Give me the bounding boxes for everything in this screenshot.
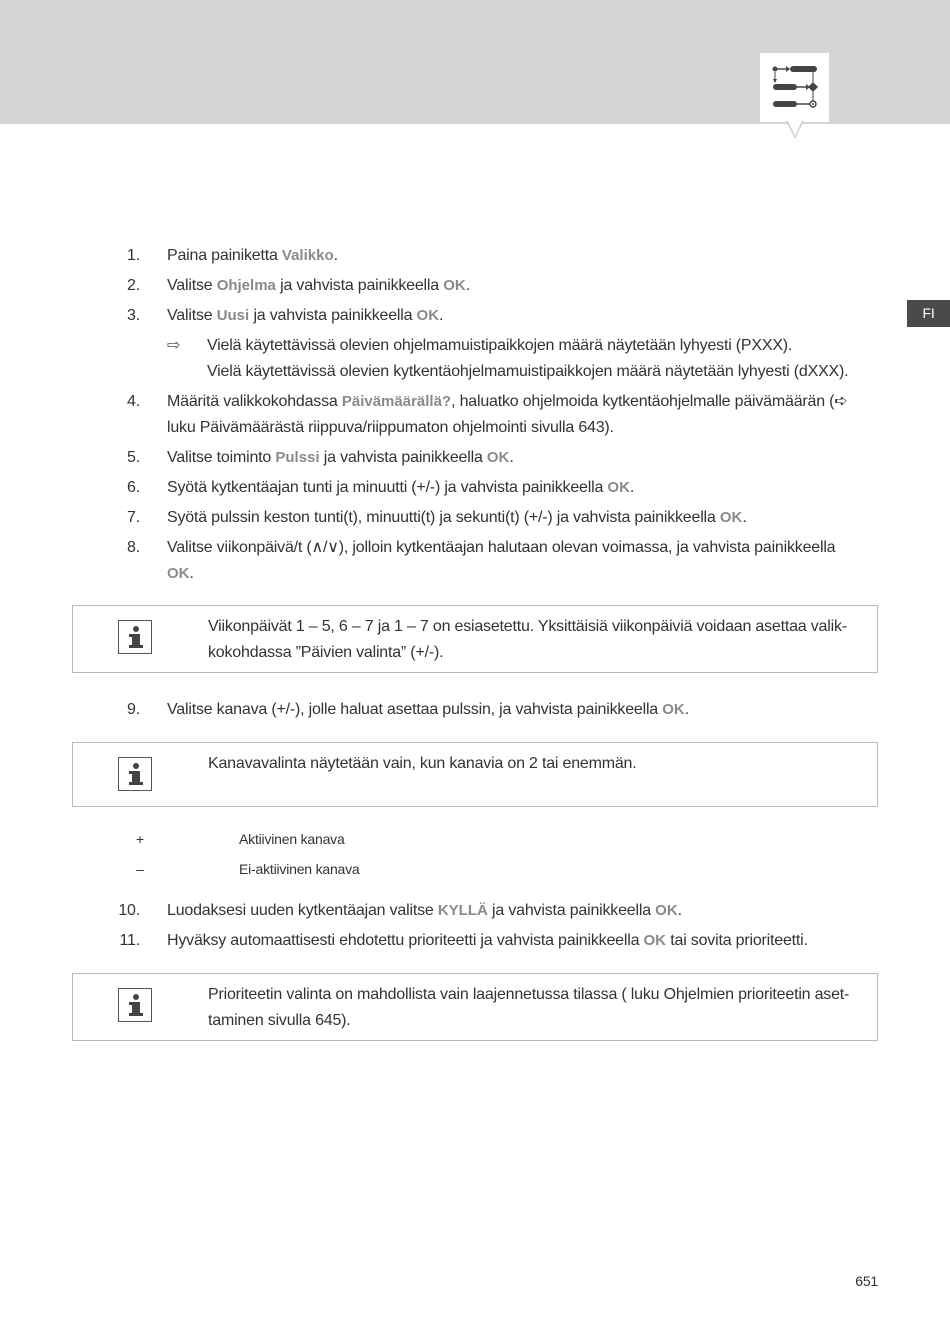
- info-note: [72, 973, 878, 1041]
- step-number: 1.: [127, 247, 140, 264]
- keyword: OK: [655, 902, 678, 919]
- step-text: Valitse Uusi ja vahvista painikkeella OK.: [167, 307, 444, 324]
- keyword: Valikko: [281, 247, 334, 264]
- keyword: OK: [443, 277, 466, 294]
- keyword: OK: [662, 701, 685, 718]
- step-text: Valitse toiminto Pulssi ja vahvista painikkeella OK.: [167, 449, 514, 466]
- step-text: Syötä kytkentäajan tunti ja minuutti (+/-) ja vahvista painikkeella OK.: [167, 479, 635, 496]
- step-text: Valitse viikonpäivä/t (∧/∨), jolloin kytkentäajan halutaan olevan voimassa, ja vahvista painikkeella OK.: [167, 539, 836, 582]
- sub-note-text: Vielä käytettävissä olevien ohjelmamuistipaikkojen määrä näytetään lyhyesti (PXXX). Vielä käytettävissä olevien kytkentäohjelmamuistipaikkojen määrä näytetään lyhyesti (dXXX).: [207, 337, 849, 380]
- legend-label: Aktiivinen kanava: [239, 831, 345, 847]
- keyword: Päivämäärällä?: [341, 393, 452, 410]
- info-icon: [118, 988, 152, 1022]
- step-number: 8.: [127, 539, 140, 556]
- step-number: 11.: [119, 932, 140, 949]
- step-text: Luodaksesi uuden kytkentäajan valitse KYLLÄ ja vahvista painikkeella OK.: [167, 902, 682, 919]
- legend-symbol: +: [136, 831, 144, 847]
- step-number: 3.: [127, 307, 140, 324]
- note-text: Kanavavalinta näytetään vain, kun kanavia on 2 tai enemmän.: [208, 755, 637, 772]
- step-text: Hyväksy automaattisesti ehdotettu prioriteetti ja vahvista painikkeella OK tai sovita prioriteetti.: [167, 932, 808, 949]
- step-text: Syötä pulssin keston tunti(t), minuutti(t) ja sekunti(t) (+/-) ja vahvista painikkeella OK.: [167, 509, 747, 526]
- info-icon: [118, 757, 152, 791]
- keyword: OK: [719, 509, 743, 526]
- note-text: Viikonpäivät 1 – 5, 6 – 7 ja 1 – 7 on esiasetettu. Yksittäisiä viikonpäiviä voidaan asettaa valik- kokohdassa ”Päivien valinta” (+/-).: [208, 618, 847, 661]
- info-note: [72, 742, 878, 807]
- keyword: OK: [167, 565, 190, 582]
- step-text: Määritä valikkokohdassa Päivämäärällä?, haluatko ohjelmoida kytkentäohjelmalle päivämäärän (➪ luku Päivämäärästä riippuva/riippumaton ohjelmointi sivulla 643).: [167, 393, 848, 436]
- step-number: 4.: [127, 393, 140, 410]
- step-text: Valitse Ohjelma ja vahvista painikkeella OK.: [167, 277, 470, 294]
- note-text: Prioriteetin valinta on mahdollista vain laajennetussa tilassa ( luku Ohjelmien prioriteetin aset- taminen sivulla 645).: [208, 986, 850, 1029]
- info-note: [72, 605, 878, 673]
- keyword: OK: [607, 479, 630, 496]
- page-number: 651: [855, 1273, 878, 1289]
- step-number: 9.: [127, 701, 140, 718]
- keyword: Uusi: [216, 307, 250, 324]
- step-number: 5.: [127, 449, 140, 466]
- keyword: Pulssi: [275, 449, 320, 466]
- step-text: Paina painiketta Valikko.: [167, 247, 338, 264]
- keyword: OK: [643, 932, 667, 949]
- step-number: 2.: [127, 277, 140, 294]
- language-tab: FI: [907, 300, 950, 327]
- info-icon: [118, 620, 152, 654]
- keyword: KYLLÄ: [437, 902, 488, 919]
- step-number: 6.: [127, 479, 140, 496]
- keyword: OK: [486, 449, 510, 466]
- step-number: 10.: [118, 902, 140, 919]
- keyword: Ohjelma: [216, 277, 276, 294]
- step-text: Valitse kanava (+/-), jolle haluat asettaa pulssin, ja vahvista painikkeella OK.: [167, 701, 689, 718]
- program-flow-icon: [770, 63, 820, 113]
- legend-label: Ei-aktiivinen kanava: [239, 861, 360, 877]
- program-menu-icon: [760, 53, 829, 122]
- keyword: OK: [416, 307, 440, 324]
- reference-arrow-icon: ➪: [834, 393, 848, 410]
- tab-pointer: [786, 121, 804, 139]
- legend-symbol: –: [136, 861, 144, 877]
- arrow-right-icon: ⇨: [167, 337, 181, 354]
- step-number: 7.: [127, 509, 140, 526]
